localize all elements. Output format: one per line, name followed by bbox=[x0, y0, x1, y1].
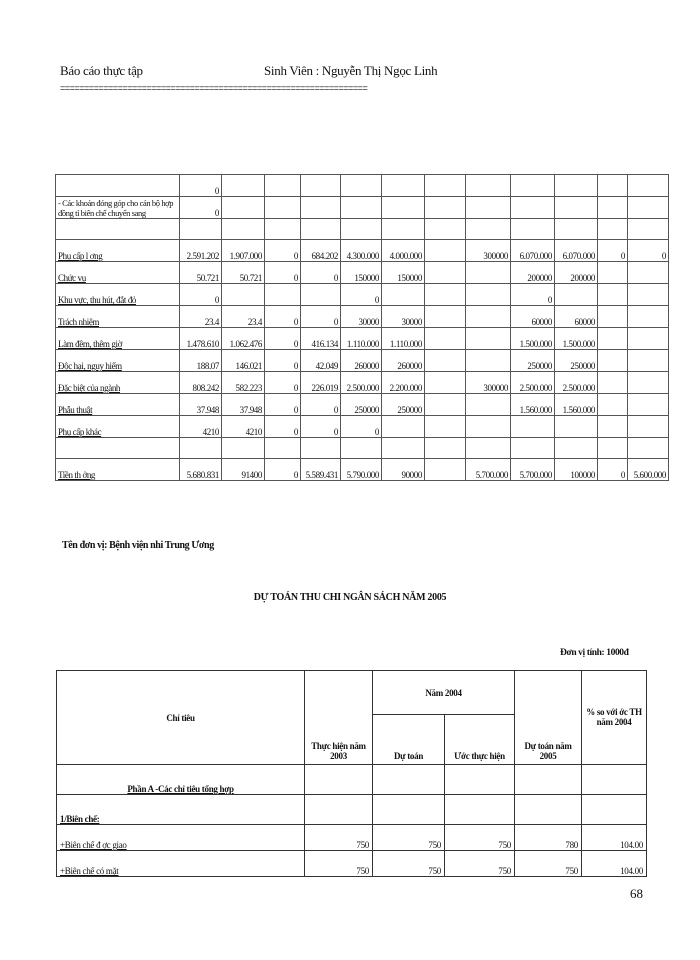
table-cell: 4.000.000 bbox=[382, 240, 425, 262]
table-cell bbox=[301, 175, 341, 197]
table-cell bbox=[555, 197, 598, 219]
table-cell: 0 bbox=[265, 350, 301, 372]
table-cell bbox=[598, 284, 628, 306]
table-cell: 188.07 bbox=[180, 350, 222, 372]
table-cell bbox=[598, 262, 628, 284]
row-label: Độc hại, nguy hiểm bbox=[56, 350, 180, 372]
table-row bbox=[56, 284, 669, 306]
table-cell bbox=[425, 262, 466, 284]
table-cell: 0 bbox=[598, 240, 628, 262]
page-number: 68 bbox=[630, 886, 643, 901]
table-cell: 0 bbox=[265, 240, 301, 262]
section-a: Phần A -Các chỉ tiêu tổng hợp bbox=[57, 765, 305, 795]
table-cell: 0 bbox=[265, 372, 301, 394]
table-cell bbox=[628, 175, 669, 197]
header-du-toan: Dự toán bbox=[373, 715, 445, 765]
header-percent: % so với ớc TH năm 2004 bbox=[582, 671, 647, 765]
table-cell: 684.202 bbox=[301, 240, 341, 262]
table-cell: 37.948 bbox=[222, 394, 265, 416]
row-label: Trách nhiệm bbox=[56, 306, 180, 328]
table-cell bbox=[628, 372, 669, 394]
row-label: +Biên chế đ ợc giao bbox=[57, 825, 305, 851]
table-cell bbox=[425, 394, 466, 416]
table-cell bbox=[222, 219, 265, 240]
table-cell bbox=[466, 416, 511, 438]
table-cell bbox=[511, 175, 555, 197]
table-cell bbox=[555, 284, 598, 306]
table-cell bbox=[301, 438, 341, 459]
table-cell: 5.680.831 bbox=[180, 459, 222, 481]
row-label: Đặc biệt của ngành bbox=[56, 372, 180, 394]
table-cell: 0 bbox=[341, 284, 382, 306]
table-cell bbox=[555, 438, 598, 459]
table-cell bbox=[382, 438, 425, 459]
student-name: Sinh Viên : Nguyễn Thị Ngọc Linh bbox=[264, 63, 438, 78]
header-nam-2004: Năm 2004 bbox=[373, 671, 515, 715]
budget-table bbox=[56, 670, 647, 877]
table-cell: 1.560.000 bbox=[511, 394, 555, 416]
table-cell: 0 bbox=[301, 416, 341, 438]
table-cell: 300000 bbox=[466, 372, 511, 394]
table-row bbox=[56, 416, 669, 438]
table-row bbox=[56, 350, 669, 372]
table-cell: 2.200.000 bbox=[382, 372, 425, 394]
table-cell: 0 bbox=[265, 328, 301, 350]
row-label: Phẫu thuật bbox=[56, 394, 180, 416]
table-cell: 42.049 bbox=[301, 350, 341, 372]
table-cell bbox=[598, 197, 628, 219]
table-cell: 5.600.000 bbox=[628, 459, 669, 481]
table-cell bbox=[382, 284, 425, 306]
table-cell bbox=[222, 438, 265, 459]
table-cell bbox=[341, 197, 382, 219]
table-cell bbox=[466, 262, 511, 284]
table-cell bbox=[466, 175, 511, 197]
table-cell: 50.721 bbox=[222, 262, 265, 284]
table-row bbox=[56, 372, 669, 394]
table-cell bbox=[466, 197, 511, 219]
table-cell bbox=[628, 416, 669, 438]
table-cell bbox=[425, 350, 466, 372]
table-cell bbox=[425, 459, 466, 481]
table-cell: 5.700.000 bbox=[466, 459, 511, 481]
table-cell bbox=[425, 219, 466, 240]
group-bien-che: 1/Biên chế: bbox=[57, 795, 305, 825]
table-cell bbox=[466, 306, 511, 328]
table-row bbox=[56, 175, 669, 197]
table-cell bbox=[301, 219, 341, 240]
table-cell: 250000 bbox=[382, 394, 425, 416]
header-thuc-hien: Thực hiện năm 2003 bbox=[305, 671, 373, 765]
table-cell bbox=[598, 416, 628, 438]
table-row bbox=[56, 197, 669, 219]
table-cell: 50.721 bbox=[180, 262, 222, 284]
table-cell bbox=[382, 175, 425, 197]
table-cell bbox=[425, 438, 466, 459]
table-row bbox=[56, 459, 669, 481]
table-cell bbox=[628, 284, 669, 306]
cell: 750 bbox=[373, 851, 445, 877]
table-cell: 250000 bbox=[555, 350, 598, 372]
table-cell: 0 bbox=[301, 306, 341, 328]
table-cell: 6.070.000 bbox=[511, 240, 555, 262]
table-cell bbox=[466, 350, 511, 372]
table-cell: 250000 bbox=[511, 350, 555, 372]
table-row bbox=[56, 240, 669, 262]
table-cell bbox=[265, 197, 301, 219]
table-cell bbox=[466, 394, 511, 416]
table-cell bbox=[341, 438, 382, 459]
table-cell: 0 bbox=[628, 240, 669, 262]
table-cell: 582.223 bbox=[222, 372, 265, 394]
table-cell: 0 bbox=[180, 197, 222, 219]
table-cell: 0 bbox=[265, 306, 301, 328]
table-cell bbox=[382, 416, 425, 438]
table-row bbox=[56, 328, 669, 350]
table-cell bbox=[180, 219, 222, 240]
row-label: Phụ cấp l ơng bbox=[56, 240, 180, 262]
table-cell bbox=[222, 175, 265, 197]
table-cell bbox=[425, 175, 466, 197]
report-title: Báo cáo thực tập bbox=[60, 63, 143, 78]
table-cell: 1.560.000 bbox=[555, 394, 598, 416]
table-cell: 91400 bbox=[222, 459, 265, 481]
row-label: Khu vực, thu hút, đắt đỏ bbox=[56, 284, 180, 306]
table-cell: 2.500.000 bbox=[341, 372, 382, 394]
table-cell: 100000 bbox=[555, 459, 598, 481]
table-cell bbox=[628, 328, 669, 350]
table-row bbox=[56, 438, 669, 459]
table-cell bbox=[511, 197, 555, 219]
table-cell: 250000 bbox=[341, 394, 382, 416]
table-cell bbox=[628, 262, 669, 284]
table-cell bbox=[598, 350, 628, 372]
table-cell: 200000 bbox=[511, 262, 555, 284]
table-cell: 1.110.000 bbox=[341, 328, 382, 350]
unit-label: Đơn vị tính: 1000đ bbox=[560, 648, 629, 658]
table-cell bbox=[598, 306, 628, 328]
table-cell: 30000 bbox=[382, 306, 425, 328]
row-label: - Các khoản đóng góp cho cán bộ hợp đồng tỉ biên chế chuyển sang bbox=[56, 197, 180, 219]
table-cell bbox=[466, 284, 511, 306]
allowance-table bbox=[55, 174, 669, 481]
row-label bbox=[56, 438, 180, 459]
table-cell: 60000 bbox=[555, 306, 598, 328]
table-row bbox=[56, 394, 669, 416]
table-cell bbox=[425, 284, 466, 306]
table-cell bbox=[628, 219, 669, 240]
table-cell: 0 bbox=[265, 262, 301, 284]
table-cell bbox=[301, 284, 341, 306]
table-cell bbox=[341, 175, 382, 197]
table-cell: 23.4 bbox=[222, 306, 265, 328]
table-cell: 90000 bbox=[382, 459, 425, 481]
table-cell: 4210 bbox=[222, 416, 265, 438]
table-cell: 0 bbox=[180, 175, 222, 197]
table-cell bbox=[425, 306, 466, 328]
table-cell: 5.589.431 bbox=[301, 459, 341, 481]
header-rule: ================================================================ bbox=[60, 84, 368, 94]
table-cell bbox=[425, 328, 466, 350]
table-cell bbox=[222, 284, 265, 306]
cell: 750 bbox=[445, 851, 515, 877]
table-cell: 2.500.000 bbox=[511, 372, 555, 394]
table-cell bbox=[628, 394, 669, 416]
table-cell bbox=[382, 219, 425, 240]
table-row bbox=[56, 219, 669, 240]
table-cell bbox=[466, 328, 511, 350]
table-cell bbox=[425, 240, 466, 262]
table-cell bbox=[628, 350, 669, 372]
row-label bbox=[56, 219, 180, 240]
row-label: Tiền th ởng bbox=[56, 459, 180, 481]
unit-name: Tên đơn vị: Bệnh viện nhi Trung Ương bbox=[62, 540, 214, 551]
cell: 750 bbox=[373, 825, 445, 851]
table-cell bbox=[598, 438, 628, 459]
table-cell bbox=[598, 328, 628, 350]
header-chi-tieu: Chỉ tiêu bbox=[57, 671, 305, 765]
table-cell: 0 bbox=[265, 394, 301, 416]
table-cell bbox=[628, 306, 669, 328]
table-cell bbox=[598, 175, 628, 197]
table-cell: 37.948 bbox=[180, 394, 222, 416]
table-cell: 5.700.000 bbox=[511, 459, 555, 481]
cell: 780 bbox=[515, 825, 582, 851]
table-cell: 1.110.000 bbox=[382, 328, 425, 350]
table-cell: 0 bbox=[301, 262, 341, 284]
table-cell: 1.907.000 bbox=[222, 240, 265, 262]
table-cell: 0 bbox=[341, 416, 382, 438]
table-cell bbox=[555, 416, 598, 438]
table-cell bbox=[628, 197, 669, 219]
table-cell: 1.062.476 bbox=[222, 328, 265, 350]
row-label: Làm đêm, thêm giờ bbox=[56, 328, 180, 350]
row-label: +Biên chế có mặt bbox=[57, 851, 305, 877]
table-cell bbox=[265, 219, 301, 240]
cell: 104.00 bbox=[582, 825, 647, 851]
table-cell: 0 bbox=[265, 416, 301, 438]
table-cell: 1.500.000 bbox=[555, 328, 598, 350]
table-cell: 60000 bbox=[511, 306, 555, 328]
table-cell bbox=[598, 372, 628, 394]
table-cell bbox=[466, 438, 511, 459]
table-cell bbox=[598, 394, 628, 416]
budget-title: DỰ TOÁN THU CHI NGÂN SÁCH NĂM 2005 bbox=[253, 592, 447, 603]
table-cell: 150000 bbox=[382, 262, 425, 284]
table-cell: 0 bbox=[511, 284, 555, 306]
table-cell bbox=[341, 219, 382, 240]
table-cell bbox=[382, 197, 425, 219]
table-cell: 146.021 bbox=[222, 350, 265, 372]
table-cell bbox=[265, 284, 301, 306]
table-cell bbox=[425, 416, 466, 438]
table-cell: 2.591.202 bbox=[180, 240, 222, 262]
table-cell bbox=[511, 416, 555, 438]
table-cell: 4210 bbox=[180, 416, 222, 438]
table-cell bbox=[598, 219, 628, 240]
table-cell: 30000 bbox=[341, 306, 382, 328]
row-label: Chức vụ bbox=[56, 262, 180, 284]
table-row bbox=[56, 262, 669, 284]
table-cell bbox=[628, 438, 669, 459]
table-cell: 808.242 bbox=[180, 372, 222, 394]
table-cell: 4.300.000 bbox=[341, 240, 382, 262]
table-cell: 0 bbox=[598, 459, 628, 481]
table-row bbox=[56, 306, 669, 328]
table-cell: 150000 bbox=[341, 262, 382, 284]
table-cell bbox=[425, 372, 466, 394]
table-cell bbox=[222, 197, 265, 219]
header-uoc-thuc-hien: Ước thực hiện bbox=[445, 715, 515, 765]
row-label bbox=[56, 175, 180, 197]
table-cell: 300000 bbox=[466, 240, 511, 262]
table-cell bbox=[180, 438, 222, 459]
cell: 750 bbox=[445, 825, 515, 851]
table-cell bbox=[301, 197, 341, 219]
table-cell: 6.070.000 bbox=[555, 240, 598, 262]
table-cell: 260000 bbox=[341, 350, 382, 372]
table-cell bbox=[555, 219, 598, 240]
table-cell: 0 bbox=[180, 284, 222, 306]
table-cell bbox=[511, 219, 555, 240]
table-cell: 0 bbox=[265, 459, 301, 481]
table-cell: 0 bbox=[301, 394, 341, 416]
table-cell: 416.134 bbox=[301, 328, 341, 350]
table-cell: 226.019 bbox=[301, 372, 341, 394]
table-cell bbox=[466, 219, 511, 240]
cell: 750 bbox=[305, 851, 373, 877]
table-cell bbox=[265, 175, 301, 197]
table-cell bbox=[555, 175, 598, 197]
table-cell: 5.790.000 bbox=[341, 459, 382, 481]
table-cell: 200000 bbox=[555, 262, 598, 284]
cell: 750 bbox=[305, 825, 373, 851]
table-cell: 260000 bbox=[382, 350, 425, 372]
table-cell: 2.500.000 bbox=[555, 372, 598, 394]
table-cell bbox=[425, 197, 466, 219]
cell: 750 bbox=[515, 851, 582, 877]
table-cell bbox=[511, 438, 555, 459]
table-cell: 1.478.610 bbox=[180, 328, 222, 350]
table-cell: 23.4 bbox=[180, 306, 222, 328]
row-label: Phụ cấp khác bbox=[56, 416, 180, 438]
cell: 104.00 bbox=[582, 851, 647, 877]
table-cell bbox=[265, 438, 301, 459]
table-cell: 1.500.000 bbox=[511, 328, 555, 350]
header-du-toan-2005: Dự toán năm 2005 bbox=[515, 671, 582, 765]
